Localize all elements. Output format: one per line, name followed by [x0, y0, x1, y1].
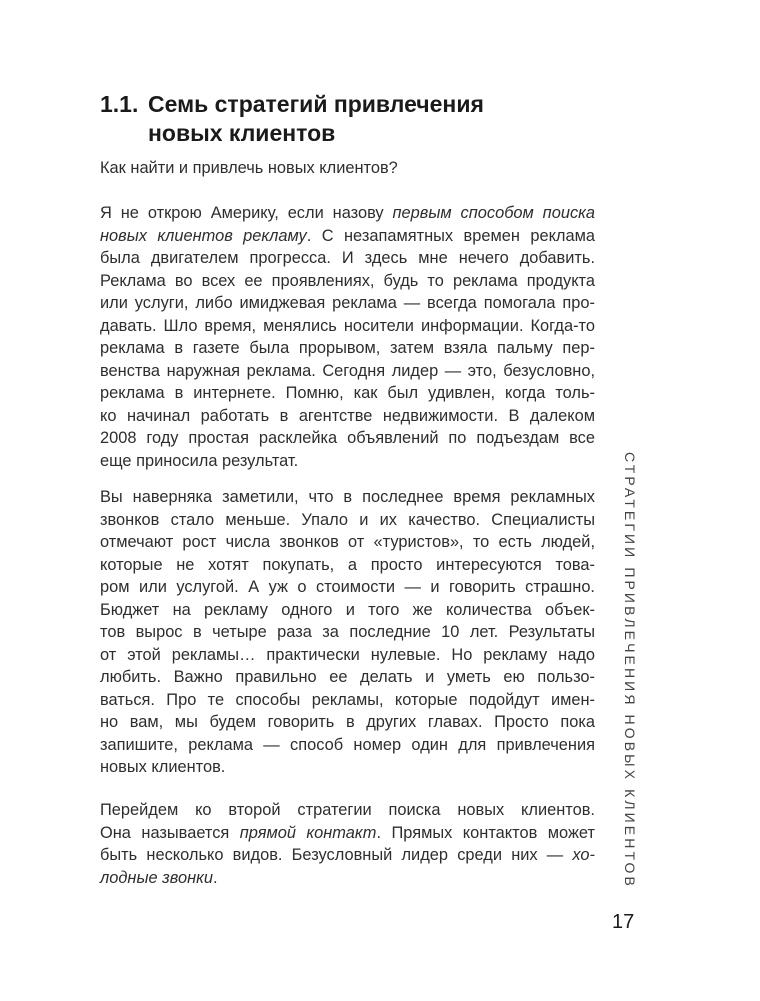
text-run: Бюджет на рекламу одного и того же количества объек-: [100, 600, 595, 619]
section-number: 1.1.: [100, 91, 139, 117]
text-line: [100, 270, 595, 293]
section-heading: [100, 90, 484, 148]
text-run: была двигателем прогресса. И здесь мне нечего добавить.: [100, 249, 595, 267]
text-line: [100, 621, 595, 644]
text-line: [100, 822, 595, 845]
text-run: звонков стало меньше. Упало и их качество. Специалисты: [100, 510, 595, 529]
text-line: [100, 360, 595, 383]
text-run: но вам, мы будем говорить в других главах. Просто пока: [100, 713, 595, 731]
paragraph-1: [100, 202, 595, 472]
emphasis-run: прямой контакт: [239, 823, 377, 842]
text-line: [100, 202, 595, 225]
text-run: или услуги, либо имиджевая реклама — всегда помогала про-: [100, 294, 595, 312]
text-line: [100, 799, 595, 822]
text-line: [100, 509, 595, 532]
text-line: [100, 554, 595, 577]
text-run: еще приносила результат.: [100, 451, 299, 470]
text-run: давать. Шло время, менялись носители информации. Когда-то: [100, 316, 595, 335]
text-run: которые не хотят покупать, а просто интересуются това-: [100, 555, 595, 574]
text-line: [100, 734, 595, 757]
text-line: [100, 576, 595, 599]
paragraph-2: [100, 486, 595, 779]
heading-line-1: Семь стратегий привлечения: [148, 91, 484, 117]
text-run: ром или услугой. А уж о стоимости — и говорить страшно.: [100, 578, 595, 596]
lead-question: Как найти и привлечь новых клиентов?: [100, 159, 398, 177]
text-line: [100, 867, 595, 890]
emphasis-run: первым способом поиска: [392, 204, 595, 222]
text-line: [100, 405, 595, 428]
text-line: [100, 292, 595, 315]
text-line: [100, 644, 595, 667]
text-run: 2008 году простая расклейка объявлений по подъездам все: [100, 429, 595, 447]
text-line: [100, 450, 595, 473]
text-line: [100, 486, 595, 509]
emphasis-run: хо-: [572, 846, 595, 864]
text-line: [100, 756, 595, 779]
text-run: любить. Важно правильно ее делать и уметь ею пользо-: [100, 668, 595, 686]
text-line: [100, 315, 595, 338]
text-run: Реклама во всех ее проявлениях, будь то реклама продукта: [100, 271, 595, 290]
running-header-vertical: СТРАТЕГИИ ПРИВЛЕЧЕНИЯ НОВЫХ КЛИЕНТОВ: [622, 452, 638, 889]
text-line: [100, 382, 595, 405]
text-line: [100, 337, 595, 360]
text-run: Перейдем ко второй стратегии поиска новых клиентов.: [100, 801, 595, 819]
text-run: Она называется: [100, 823, 240, 842]
text-run: ко начинал работать в агентстве недвижимости. В далеком: [100, 406, 595, 425]
emphasis-run: лодные звонки: [100, 868, 213, 887]
page-number: 17: [612, 911, 635, 933]
text-run: Вы наверняка заметили, что в последнее время рекламных: [100, 488, 595, 506]
text-line: [100, 531, 595, 554]
text-run: Я не открою Америку, если назову: [100, 204, 393, 222]
text-run: . С незапамятных времен реклама: [306, 226, 595, 245]
text-line: [100, 247, 595, 270]
text-line: [100, 666, 595, 689]
text-run: отмечают рост числа звонков от «туристов», то есть людей,: [100, 533, 595, 551]
text-run: быть несколько видов. Безусловный лидер среди них —: [100, 846, 573, 864]
text-line: [100, 689, 595, 712]
text-line: [100, 599, 595, 622]
text-run: от этой рекламы… практически нулевые. Но рекламу надо: [100, 645, 595, 664]
text-line: [100, 427, 595, 450]
text-run: . Прямых контактов может: [376, 823, 595, 842]
text-line: [100, 225, 595, 248]
text-line: [100, 711, 595, 734]
text-run: реклама в интернете. Помню, как был удивлен, когда толь-: [100, 384, 595, 402]
text-run: ваться. Про те способы рекламы, которые подойдут имен-: [100, 690, 595, 709]
heading-line-2: новых клиентов: [148, 120, 336, 146]
text-run: запишите, реклама — способ номер один для привлечения: [100, 735, 595, 754]
paragraph-3: [100, 799, 595, 889]
emphasis-run: новых клиентов рекламу: [100, 226, 307, 245]
text-run: тов вырос в четыре раза за последние 10 лет. Результаты: [100, 623, 595, 641]
text-run: .: [212, 868, 218, 887]
text-run: реклама в газете была прорывом, затем взяла пальму пер-: [100, 339, 595, 357]
text-line: [100, 844, 595, 867]
text-run: венства наружная реклама. Сегодня лидер — это, безусловно,: [100, 361, 595, 380]
text-run: новых клиентов.: [100, 758, 226, 776]
